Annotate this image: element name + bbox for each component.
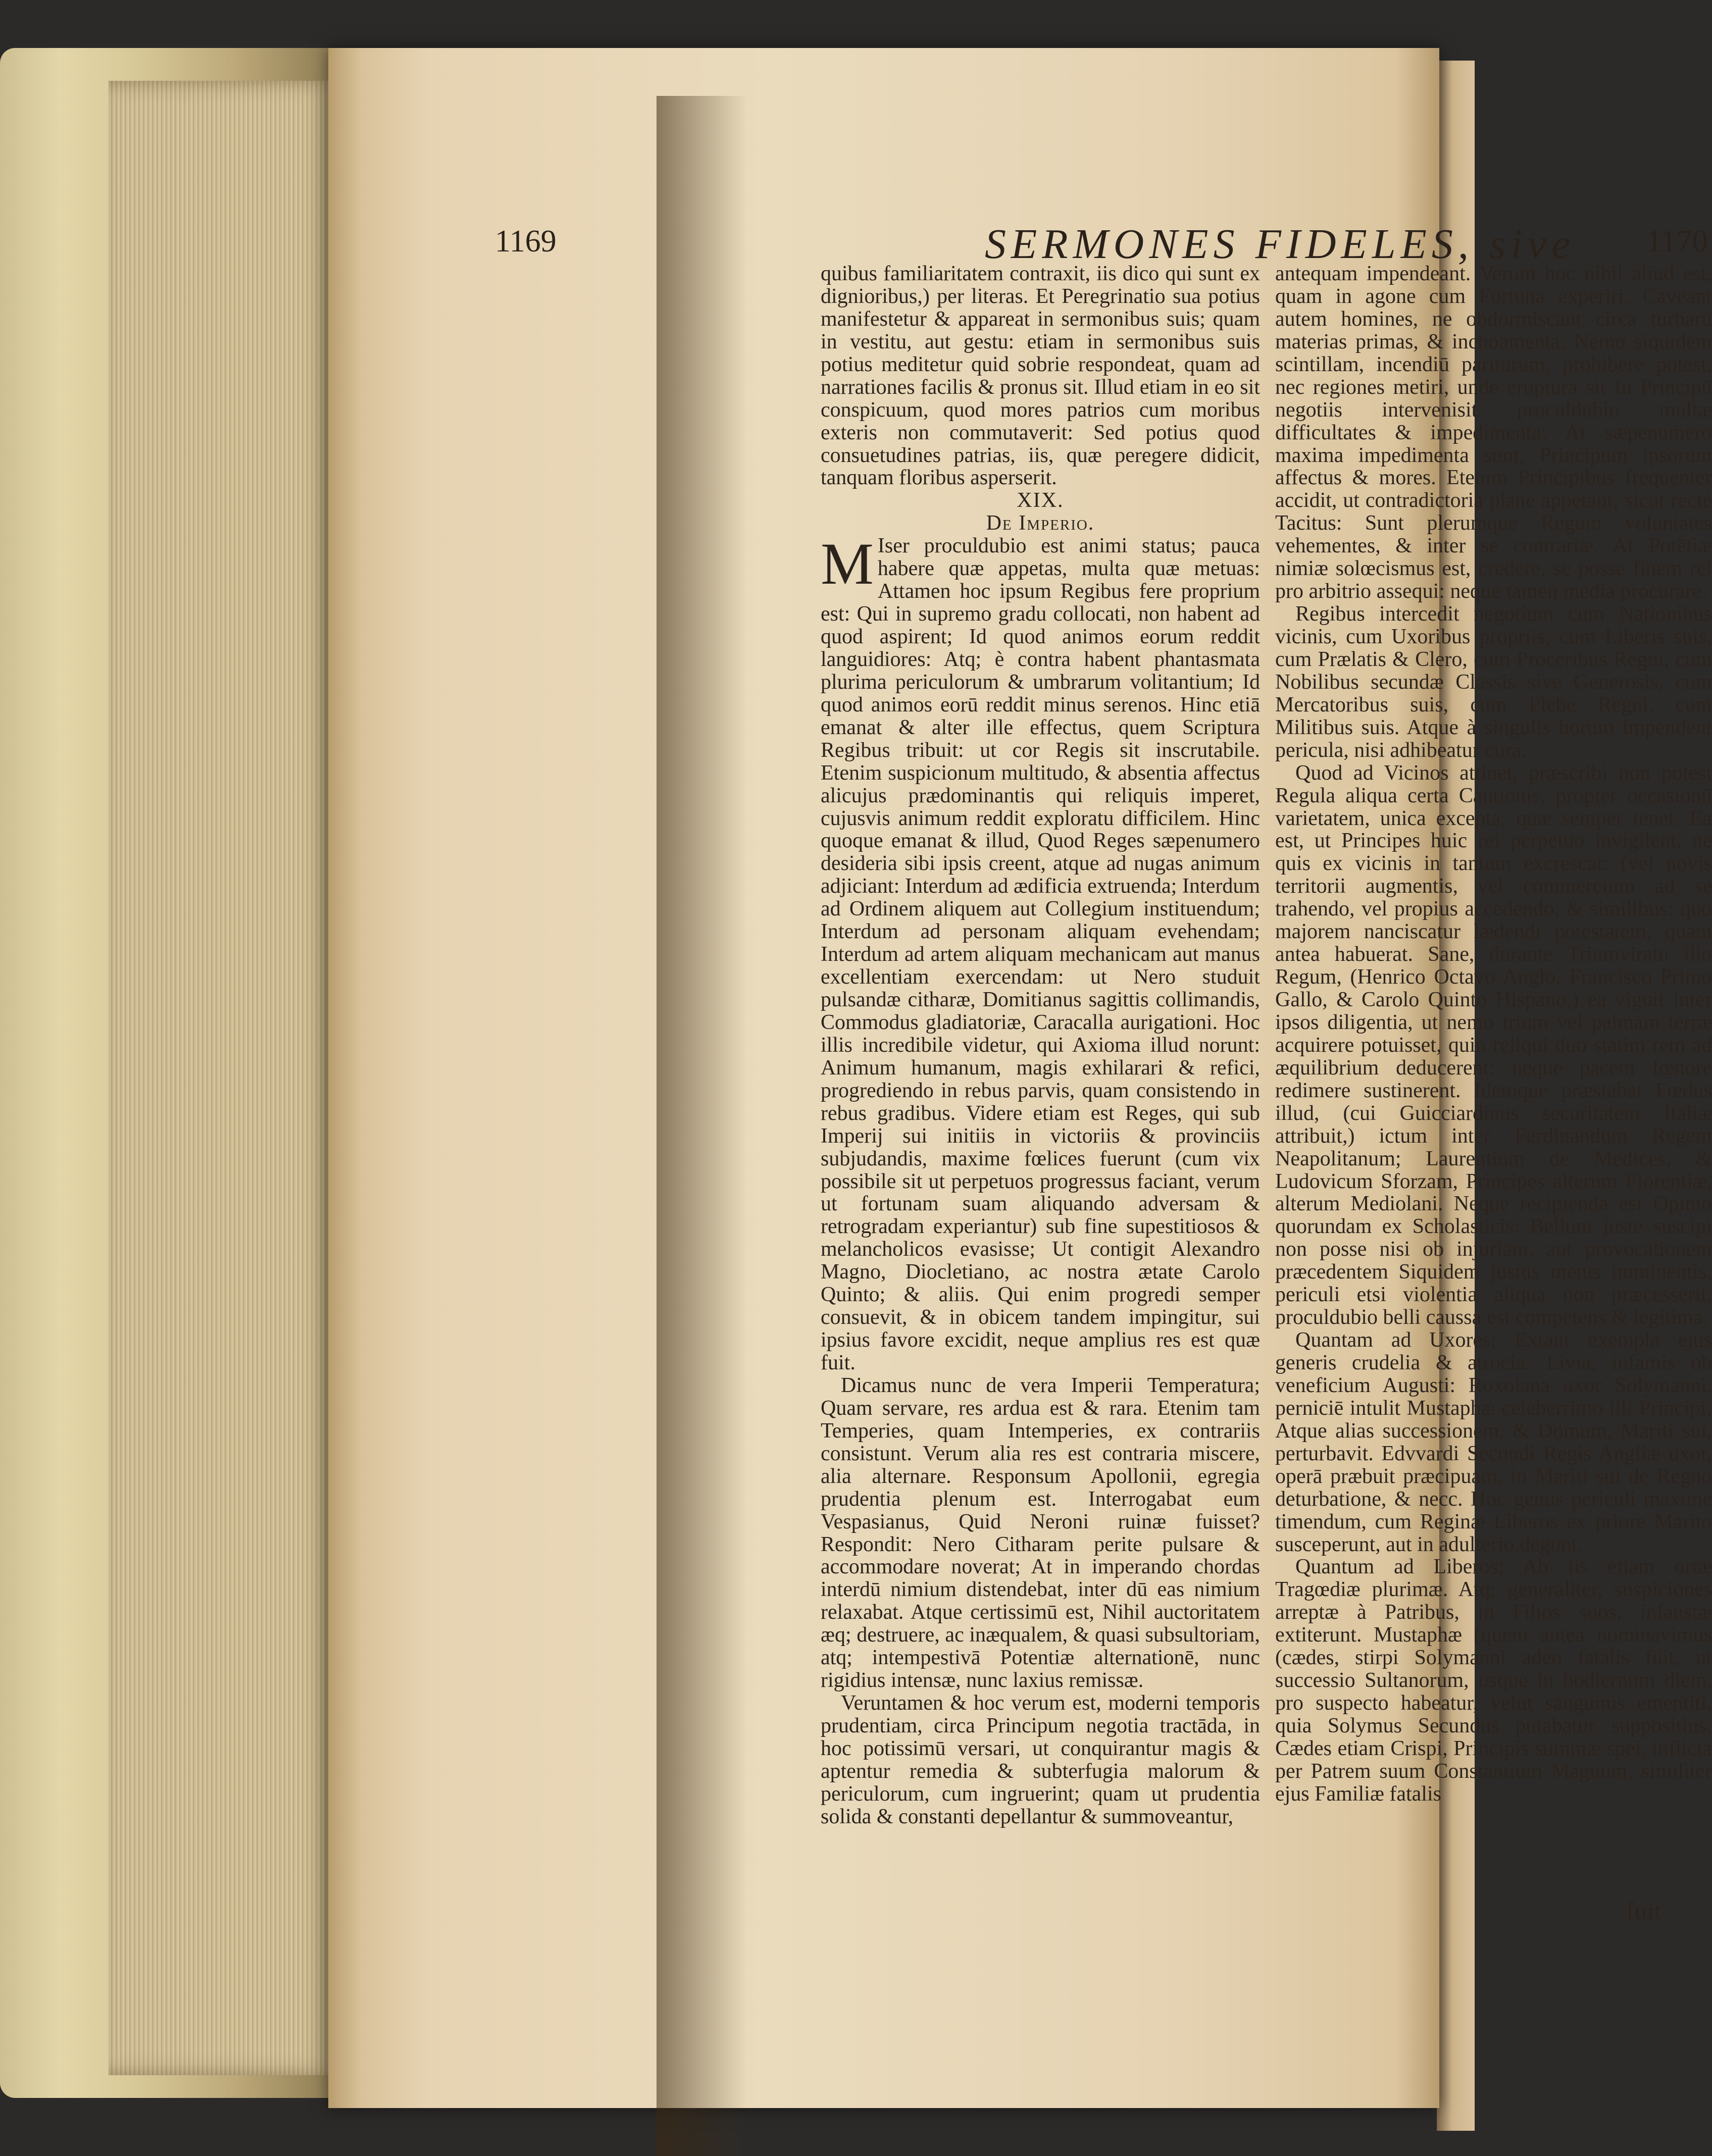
paragraph: Quod ad Vicinos attinet, præscribi non potest Regula aliqua certa Cautionis, propter occasionū varietatem, unica excepta, quæ semper tenet. Ea est, ut Principes huic rei perpetuo invigilent, ne quis ex vicinis in tantum excrescat: (vel novis territorii augmentis, vel commercium ad se trahendo, vel propius accedendo, & similibus: quo majorem nanciscatur lædendi potestatem, quam antea habuerat. Sane, durante Triumviratu illo Regum, (Henrico Octavo Anglo, Francisco Primo Gallo, & Carolo Quinto Hispano,) ea viguit inter ipsos diligentia, ut nemo trium vel palmam terræ acquirere potuisset, quin reliqui duo statim rem ad æquilibrium deducerent: neque pacem fœnore redimere sustinerent. Idemque præstabat Fœdus illud, (cui Guicciardinus securitatem Italiæ attribuit,) ictum inter Ferdinandum Regem Neapolitanum; Laurentium de Medices, & Ludovicum Sforzam, Principes alterum Florentiæ, alterum Mediolani. Neque recipienda est Opinio quorundam ex Scholasticis: Bellum juste suscipi non posse nisi ob injuriam, aut provocationem præcedentem Siquidem justus metus imminentis, periculi etsi violentia aliqua non præcesserit, proculdubio belli caussa est competens & legitima. (1275, 761, 1712, 1329)
section-title: De Imperio. (986, 511, 1095, 535)
paragraph: Regibus intercedit negotium cum Nationibus vicinis, cum Uxoribus propriis, cum Liberis suis, cum Prælatis & Clero, cum Proceribus Regni, cum Nobilibus secundæ Classis sive Generosis, cum Mercatoribus suis, cum Plebe Regni, cum Militibus suis. Atque à singulis horum impendent pericula, nisi adhibeatur cura. (1275, 602, 1712, 762)
page-edges (109, 81, 333, 2075)
paragraph: Quantam ad Uxores; Extant exempla ejus generis crudelia & atrocia. Livia, infamis ob veneficium Augusti: Roxolana uxor Solymanni, perniciē intulit Mustaphæ celeberrimo illi Principi; Atque alias successionem, & Domum, Mariti sui, perturbavit. Edvvardi Secundi Regis Angliæ uxor, operā præbuit præcipuam, in Mariti sui de Regno deturbatione, & necc. Hoc genus periculi maxime timendum, cum Reginæ Liberos ex priore Marito susceperunt, aut in adulterio degunt. (1275, 1328, 1712, 1556)
text-column-right (1275, 263, 1712, 1806)
paragraph: Veruntamen & hoc verum est, moderni temporis prudentiam, circa Principum negotia tractāda, in hoc potissimū versari, ut conquirantur magis & aptentur remedia & subterfugia malorum & periculorum, cum ingruerint; quam ut prudentia solida & constanti depellantur & summoveantur, (821, 1691, 1260, 1828)
paragraph: antequam impendeant. Verum hoc nihil aliud est, quam in agone cum Fortuna experiri. Caveant autem homines, ne obdormiscant circa turbarū materias primas, & inchoamenta. Nemo siquidem scintillam, incendiū pariturum, prohibere potest, nec regiones metiri, unde eruptura sit In Principū negotiis intervenisit proculdubio multæ difficultates & impedimenta; At sæpenumero maxima impedimenta sunt, Principum ipsorum affectus & mores. Etenim Principibus frequenter accidit, ut contradictoria plane appetant; sicut rectè Tacitus: Sunt plerumque Regum voluntates vehementes, & inter se contrariæ. At Potētiæ nimiæ solœcismus est, credere, se posse finem rei pro arbitrio assequi: neque tamen media procurare. (1275, 262, 1712, 603)
paragraph: Dicamus nunc de vera Imperii Temperatura; Quam servare, res ardua est & rara. Etenim tam Temperies, quam Intemperies, ex contrariis consistunt. Verum alia res est contraria miscere, alia alternare. Responsum Apollonii, egregia prudentia plenum est. Interrogabat eum Vespasianus, Quid Neroni ruinæ fuisset? Respondit: Nero Citharam perite pulsare & accommodare noverat; At in imperando chordas interdū nimium distendebat, inter dū eas nimium relaxabat. Atque certissimū est, Nihil auctoritatem æq; destruere, ac inæqualem, & quasi subsultoriam, atq; intempestivā Potentiæ alternationē, nunc rigidius intensæ, nunc laxius remissæ. (821, 1373, 1260, 1692)
page-number-right: 1170 (1646, 224, 1708, 259)
book-page (328, 48, 1712, 2108)
running-title: SERMONES FIDELES, sive (985, 221, 1576, 268)
paragraph-text: Iser proculdubio est animi status; pauca habere quæ appetas, multa quæ metuas: Attamen hoc ipsum Regibus fere proprium est: Qui in supremo gradu collocati, non habent ad quod aspirent; Id quod animos eorum reddit languidiores: Atq; è contra habent phantasmata plurima periculorum & umbrarum volitantium; Id quod animos eorū reddit minus serenos. Hinc etiā emanat & alter ille effectus, quem Scriptura Regibus tribuit: ut cor Regis sit inscrutabile. Etenim suspicionum multitudo, & absentia affectus alicujus prædominantis qui reliquis imperet, cujusvis animum reddit exploratu difficilem. Hinc quoque emanat & illud, Quod Reges sæpenumero desideria sibi ipsis creent, atque ad nugas animum adjiciant: Interdum ad ædificia extruenda; Interdum ad Ordinem aliquem aut Collegium instituendum; Interdum ad personam aliquam evehendam; Interdum ad artem aliquam mechanicam aut manus excellentiam exercendam: ut Nero studuit pulsandæ citharæ, Domitianus sagittis collimandis, Commodus gladiatoriæ, Caracalla aurigationi. Hoc illis incredibile videtur, qui Axioma illud norunt: Animum humanum, magis exhilarari & refici, progrediendo in rebus parvis, quam consistendo in rebus gradibus. Videre etiam est Reges, qui sub Imperij sui initiis in victoriis & provinciis subjudandis, maxime fœlices fuerunt (cum vix possibile sit ut perpetuos progressus faciant, verum ut fortunam suam aliquando adversam & retrogradam experiantur) sub fine supestitiosos & melancholicos evasisse; Ut contigit Alexandro Magno, Diocletiano, ac nostra ætate Carolo Quinto; & aliis. Qui enim progredi semper consuevit, & in obicem tandem impingitur, sui ipsius favore excidit, neque amplius res est quæ fuit. (821, 534, 1260, 1374)
text-column-left (821, 263, 1260, 1828)
paragraph: Quantum ad Liberos; Ab iis etiam ortæ Tragœdiæ plurimæ. Atq; generaliter, suspiciones arreptæ à Patribus, in Filios suos, infaustæ extiterunt. Mustaphæ (quem antea nominavimus (cædes, stirpi Solymanni adeo fatalis fuit, ut successio Sultanorum, usque in hodiernum diem, pro suspecto habeatur, velut sanguinis ementiti, quia Solymus Secundus putabatur suppositius. Cædes etiam Crispi, Principis summæ spei, inflicta per Patrem suum Constantium Magnum, similiter ejus Familiæ fatalis (1275, 1555, 1712, 1806)
section-number: XIX. (1017, 489, 1064, 512)
paragraph (821, 531, 1260, 1374)
catchword: fuit (1626, 1896, 1661, 1925)
page-number-left: 1169 (495, 224, 557, 259)
paragraph: quibus familiaritatem contraxit, iis dico qui sunt ex dignioribus,) per literas. Et Peregrinatio sua potius manifestetur & appareat in sermonibus suis; quam in vestitu, aut gestu: etiam in sermonibus suis potius meditetur quid sobrie respondeat, quam ad narrationes facilis & pronus sit. Illud etiam in eo sit conspicuum, quod mores patrios cum moribus exteris non commutaverit: Sed potius quod consuetudines patrias, iis, quæ peregere didicit, tanquam floribus asperserit. (821, 262, 1260, 490)
drop-cap: M (821, 531, 874, 597)
gutter-shadow (657, 96, 747, 2156)
